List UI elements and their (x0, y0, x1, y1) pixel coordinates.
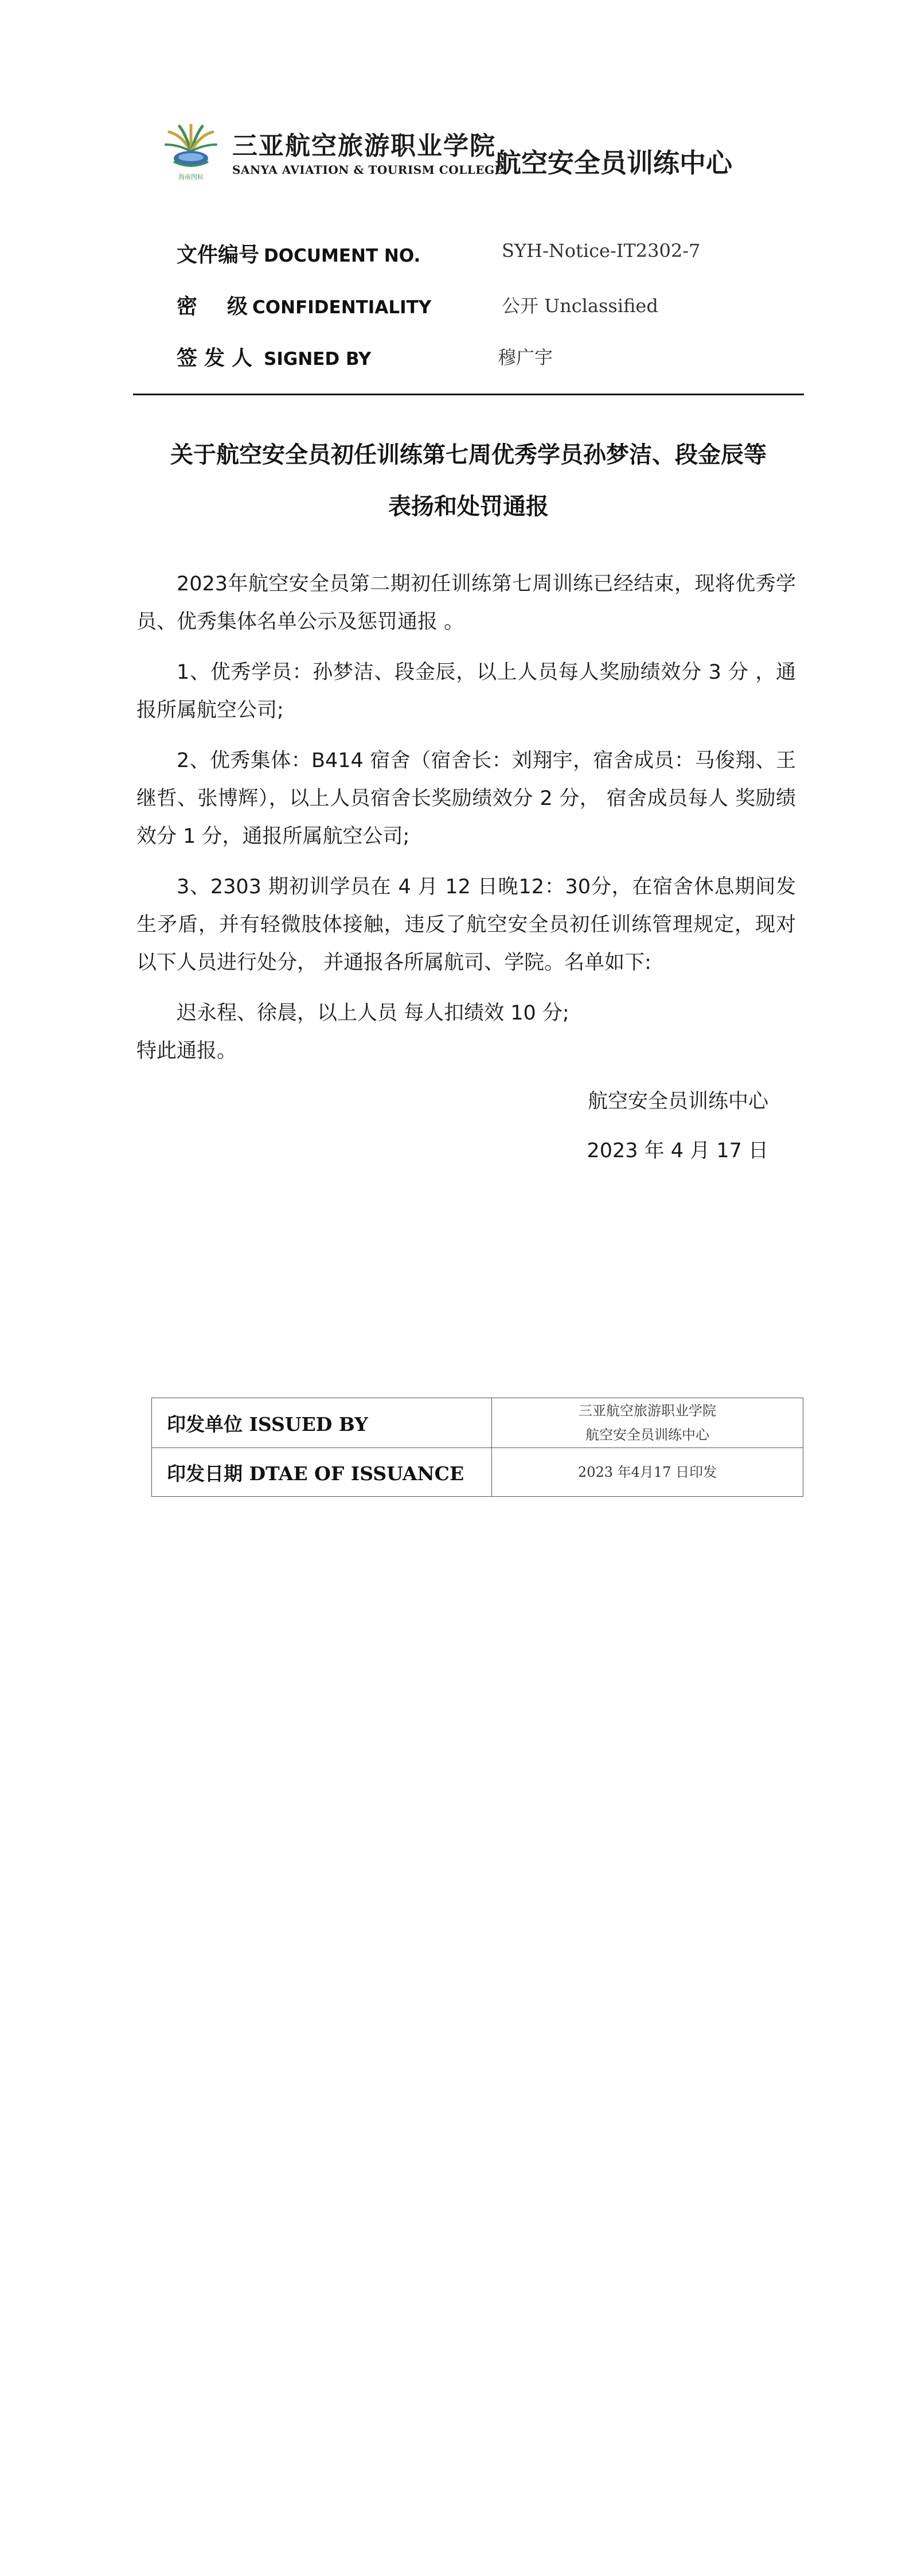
confidentiality-label: 密 级 CONFIDENTIALITY (177, 295, 432, 318)
training-center-name: 航空安全员训练中心 (495, 147, 732, 178)
signature-date: 2023 年 4 月 17 日 (587, 1139, 768, 1162)
confidentiality-value: 公开 Unclassified (502, 295, 658, 317)
intro-paragraph: 2023年航空安全员第二期初任训练第七周训练已经结束，现将优秀学员、优秀集体名单公示及惩罚通报 。 (136, 573, 796, 633)
letterhead (162, 122, 764, 190)
issued-by-row (152, 1398, 803, 1448)
document-number-value: SYH-Notice-IT2302-7 (502, 240, 701, 262)
svg-text:海南图标: 海南图标 (178, 173, 204, 181)
issuance-date-value: 2023 年4月17 日印发 (492, 1448, 803, 1497)
notice-title-line-2: 表扬和处罚通报 (388, 493, 549, 520)
issuance-date-row (152, 1448, 803, 1497)
issued-by-value: 三亚航空旅游职业学院 航空安全员训练中心 (492, 1398, 803, 1448)
document-number-label: 文件编号 DOCUMENT NO. (177, 243, 421, 267)
signed-by-value: 穆广宇 (498, 347, 553, 368)
issued-by-label: 印发单位 ISSUED BY (152, 1398, 492, 1448)
excellent-group-paragraph: 2、优秀集体：B414 宿舍（宿舍长：刘翔宇，宿舍成员：马俊翔、王继哲、张博辉），以上人员宿舍长奖励绩效分 2 分， 宿舍成员每人 奖励绩效分 1 分，通报所属航空公司; (136, 749, 796, 848)
signature-organization: 航空安全员训练中心 (587, 1090, 768, 1113)
document-meta (177, 234, 750, 383)
penalty-list-paragraph: 迟永程、徐晨，以上人员 每人扣绩效 10 分; (177, 1002, 569, 1025)
college-name-chinese: 三亚航空旅游职业学院 (232, 131, 496, 161)
college-logo (162, 124, 220, 186)
closing-paragraph: 特此通报。 (136, 1040, 237, 1063)
issuance-table (151, 1398, 803, 1497)
document-number-row (177, 234, 750, 286)
penalty-reason-paragraph: 3、2303 期初训学员在 4 月 12 日晚12：30分，在宿舍休息期间发生矛盾，并有轻微肢体接触，违反了航空安全员初任训练管理规定，现对以下人员进行处分， 并通报各所属航司、学院。名单如下: (136, 875, 796, 974)
excellent-students-paragraph: 1、优秀学员：孙梦洁、段金辰，以上人员每人奖励绩效分 3 分 ，通报所属航空公司; (136, 661, 796, 722)
college-name-english: SANYA AVIATION & TOURISM COLLEGE (232, 163, 504, 177)
signed-by-label: 签发人 SIGNED BY (177, 347, 372, 370)
issuance-date-label: 印发日期 DTAE OF ISSUANCE (152, 1448, 492, 1497)
notice-title (133, 429, 804, 532)
college-emblem-icon (162, 124, 220, 186)
notice-title-line-1: 关于航空安全员初任训练第七周优秀学员孙梦洁、段金辰等 (170, 442, 767, 468)
confidentiality-row (177, 286, 750, 337)
header-divider (133, 394, 804, 395)
signed-by-row (177, 337, 750, 383)
notice-body (136, 565, 796, 1170)
